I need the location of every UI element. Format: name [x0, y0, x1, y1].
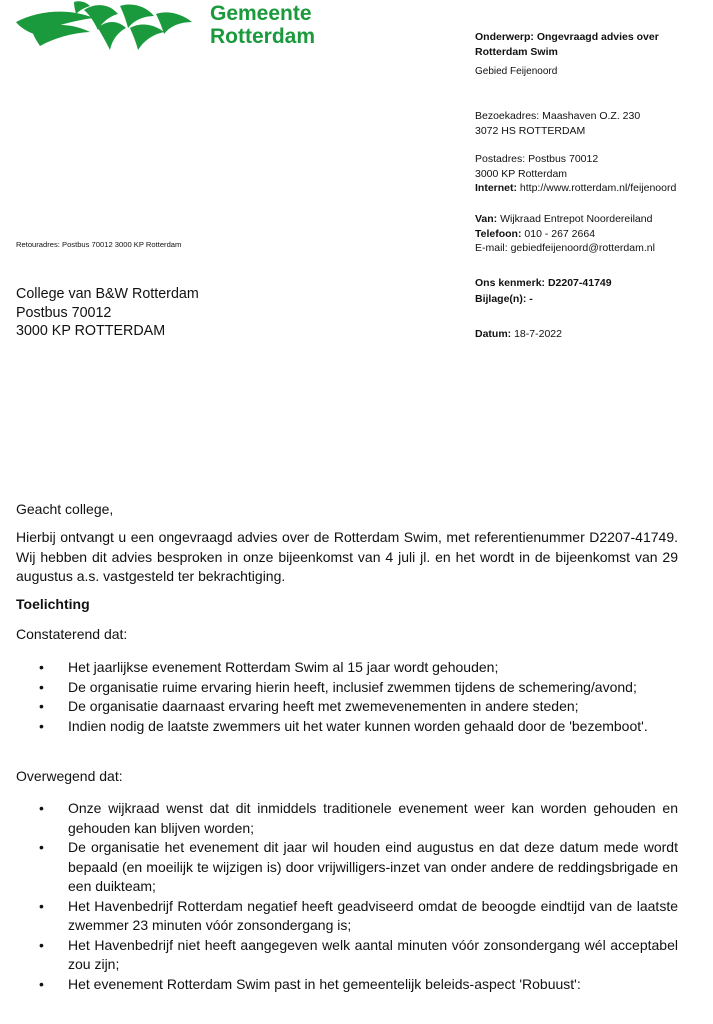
list-item	[16, 658, 678, 678]
post-label: Postadres:	[475, 153, 526, 165]
bullet-icon: •	[39, 659, 44, 675]
list-item	[16, 799, 678, 838]
date-value: 18-7-2022	[511, 328, 562, 340]
list-item	[16, 936, 678, 975]
post-line-1: Postbus 70012	[525, 153, 599, 165]
attachments-label: Bijlage(n): -	[475, 292, 533, 305]
visit-line-1: Maashaven O.Z. 230	[539, 110, 641, 122]
subject-line-2: Rotterdam Swim	[475, 45, 558, 58]
list-item-text: Het Havenbedrijf niet heeft aangegeven welk aantal minuten vóór zonsondergang wél acceptabel zou zijn;	[68, 936, 678, 972]
email-line[interactable]: E-mail: gebiedfeijenoord@rotterdam.nl	[475, 242, 655, 254]
reference-number: Ons kenmerk: D2207-41749	[475, 277, 612, 289]
bullet-icon: •	[39, 897, 44, 914]
addressee-block	[16, 285, 199, 341]
from-label: Van:	[475, 213, 498, 225]
list-item-text: Het evenement Rotterdam Swim past in het gemeentelijk beleids-aspect 'Robuust':	[68, 975, 581, 992]
considering-title: Constaterend dat:	[16, 626, 128, 642]
logo-line-rotterdam: Rotterdam	[210, 25, 316, 48]
intro-paragraph: Hierbij ontvangt u een ongevraagd advies over de Rotterdam Swim, met referentienummer D2207-41749. Wij hebben dit advies besproken in onze bijeenkomst van 4 juli jl. en het wordt in de bijeenkomst van 29 augustus a.s. vastgesteld ter bekrachtiging.	[16, 529, 678, 584]
subject-block	[475, 30, 659, 80]
bullet-icon: •	[39, 975, 44, 992]
section-heading: Toelichting	[16, 596, 90, 612]
addressee-line-3: 3000 KP ROTTERDAM	[16, 323, 166, 339]
list-item	[16, 697, 678, 717]
considering-list	[16, 658, 678, 736]
list-item	[16, 897, 678, 936]
logo-line-gemeente: Gemeente	[210, 2, 312, 25]
list-item-text: De organisatie ruime ervaring hierin heeft, inclusief zwemmen tijdens de schemering/avond;	[68, 678, 637, 695]
list-item-text: Het jaarlijkse evenement Rotterdam Swim al 15 jaar wordt gehouden;	[68, 659, 499, 675]
rotterdam-flag-icon	[14, 0, 199, 58]
reference-block	[475, 276, 612, 306]
area-label: Gebied Feijenoord	[475, 66, 558, 77]
internet-link[interactable]: http://www.rotterdam.nl/feijenoord	[517, 182, 677, 194]
return-address: Retouradres: Postbus 70012 3000 KP Rotterdam	[16, 240, 182, 249]
logo-wordmark	[210, 2, 315, 48]
weighing-title: Overwegend dat:	[16, 768, 123, 784]
visit-line-2: 3072 HS ROTTERDAM	[475, 124, 586, 137]
bullet-icon: •	[39, 678, 44, 695]
contact-block	[475, 212, 655, 256]
phone-value: 010 - 267 2664	[521, 227, 596, 240]
addressee-line-2: Postbus 70012	[16, 304, 112, 321]
list-item-text: Onze wijkraad wenst dat dit inmiddels traditionele evenement weer kan worden gehouden en gehouden kan blijven worden;	[68, 800, 678, 836]
phone-label: Telefoon:	[475, 227, 522, 240]
subject-line-1: Onderwerp: Ongevraagd advies over	[475, 31, 659, 43]
list-item	[16, 838, 678, 897]
salutation: Geacht college,	[16, 501, 114, 517]
from-value: Wijkraad Entrepot Noordereiland	[497, 213, 653, 225]
visit-label: Bezoekadres:	[475, 110, 540, 122]
weighing-list	[16, 799, 678, 994]
visit-address-block	[475, 109, 640, 138]
list-item	[16, 678, 678, 698]
gemeente-rotterdam-logo	[14, 0, 334, 58]
addressee-line-1: College van B&W Rotterdam	[16, 286, 199, 302]
bullet-icon: •	[39, 936, 44, 953]
list-item	[16, 717, 678, 737]
list-item-text: De organisatie daarnaast ervaring heeft met zwemevenementen in andere steden;	[68, 698, 579, 714]
bullet-icon: •	[39, 839, 44, 855]
bullet-icon: •	[39, 717, 44, 734]
list-item-text: Indien nodig de laatste zwemmers uit het water kunnen worden gehaald door de 'bezemboot'.	[68, 717, 648, 734]
bullet-icon: •	[39, 698, 44, 714]
date-label: Datum:	[475, 328, 512, 340]
post-line-2: 3000 KP Rotterdam	[475, 167, 568, 180]
list-item	[16, 975, 678, 995]
bullet-icon: •	[39, 800, 44, 816]
post-address-block	[475, 152, 676, 196]
list-item-text: Het Havenbedrijf Rotterdam negatief heeft geadviseerd omdat de beoogde eindtijd van de laatste zwemmer 23 minuten vóór zonsondergang is;	[68, 897, 678, 933]
list-item-text: De organisatie het evenement dit jaar wil houden eind augustus en dat deze datum mede wordt bepaald (en moeilijk te wijzigen is) door vrijwilligers-inzet van onder andere de reddingsbrigade en een duikteam;	[68, 839, 678, 894]
date-block	[475, 327, 562, 342]
internet-label: Internet:	[475, 182, 517, 194]
